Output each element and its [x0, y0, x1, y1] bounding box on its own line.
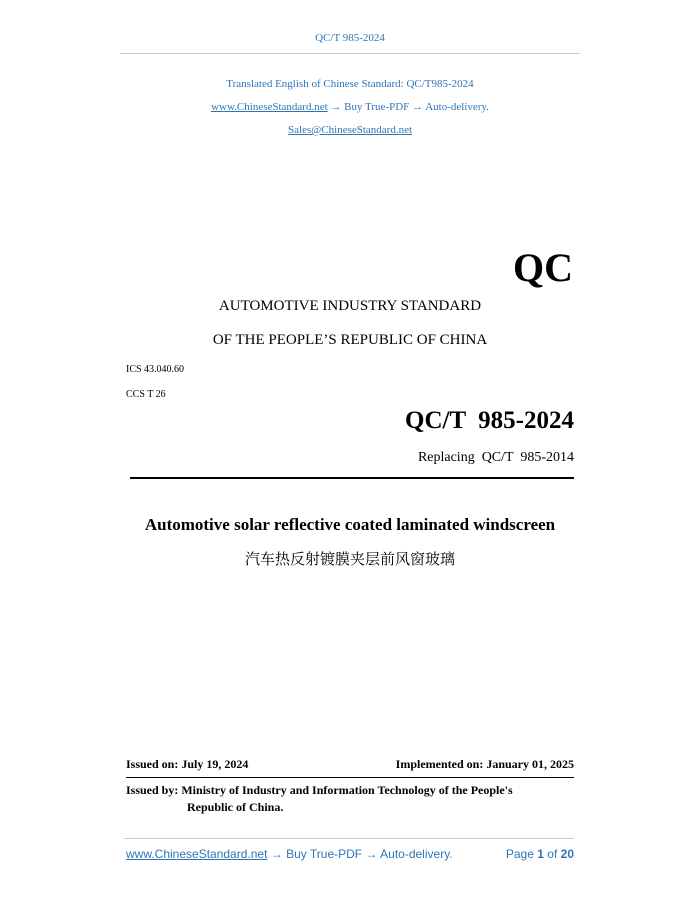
- footer-auto-delivery-text: Auto-delivery.: [380, 847, 453, 861]
- document-title-english: Automotive solar reflective coated laminated windscreen: [144, 515, 556, 534]
- running-header-code: QC/T 985-2024: [315, 32, 385, 44]
- page-of-label: of: [547, 847, 558, 861]
- header-divider: [120, 53, 580, 54]
- email-row: [0, 124, 700, 136]
- arrow-right-icon: →: [412, 101, 424, 113]
- document-title-chinese: 汽车热反射镀膜夹层前风窗玻璃: [244, 550, 455, 568]
- footer-divider: [124, 838, 574, 839]
- site-link[interactable]: www.ChineseStandard.net: [211, 101, 328, 113]
- page-current: 1: [537, 847, 544, 861]
- arrow-right-icon: →: [365, 847, 378, 861]
- footer-buy-pdf-link[interactable]: Buy True-PDF: [286, 847, 363, 861]
- arrow-right-icon: →: [330, 101, 342, 113]
- auto-delivery-text: Auto-delivery.: [425, 101, 489, 113]
- implemented-on-date: Implemented on: January 01, 2025: [395, 757, 574, 771]
- ccs-code: CCS T 26: [126, 389, 166, 400]
- buy-pdf-link[interactable]: Buy True-PDF: [344, 101, 410, 113]
- page-indicator: [506, 847, 574, 861]
- promo-links-row: [0, 101, 700, 113]
- translation-notice: Translated English of Chinese Standard: QC/T985-2024: [226, 78, 474, 90]
- dates-divider: [126, 777, 574, 778]
- footer-links: [126, 847, 453, 861]
- page-label: Page: [505, 847, 534, 861]
- issued-by-line-2: Republic of China.: [187, 800, 284, 814]
- issued-on-date: Issued on: July 19, 2024: [126, 757, 249, 771]
- authority-line-2: OF THE PEOPLE’S REPUBLIC OF CHINA: [212, 332, 488, 348]
- issued-by-block: [126, 782, 576, 816]
- title-divider: [130, 477, 574, 479]
- page-total: 20: [560, 847, 574, 861]
- footer-site-link[interactable]: www.ChineseStandard.net: [126, 847, 268, 861]
- standard-number: QC/T 985-2024: [405, 407, 574, 434]
- ics-code: ICS 43.040.60: [126, 364, 185, 375]
- issued-by-line-1: Issued by: Ministry of Industry and Information Technology of the People's: [126, 783, 513, 797]
- replacing-note: Replacing QC/T 985-2014: [417, 450, 574, 465]
- qc-logo: QC: [513, 245, 573, 290]
- email-link[interactable]: Sales@ChineseStandard.net: [287, 124, 413, 136]
- arrow-right-icon: →: [270, 847, 283, 861]
- authority-line-1: AUTOMOTIVE INDUSTRY STANDARD: [218, 298, 482, 314]
